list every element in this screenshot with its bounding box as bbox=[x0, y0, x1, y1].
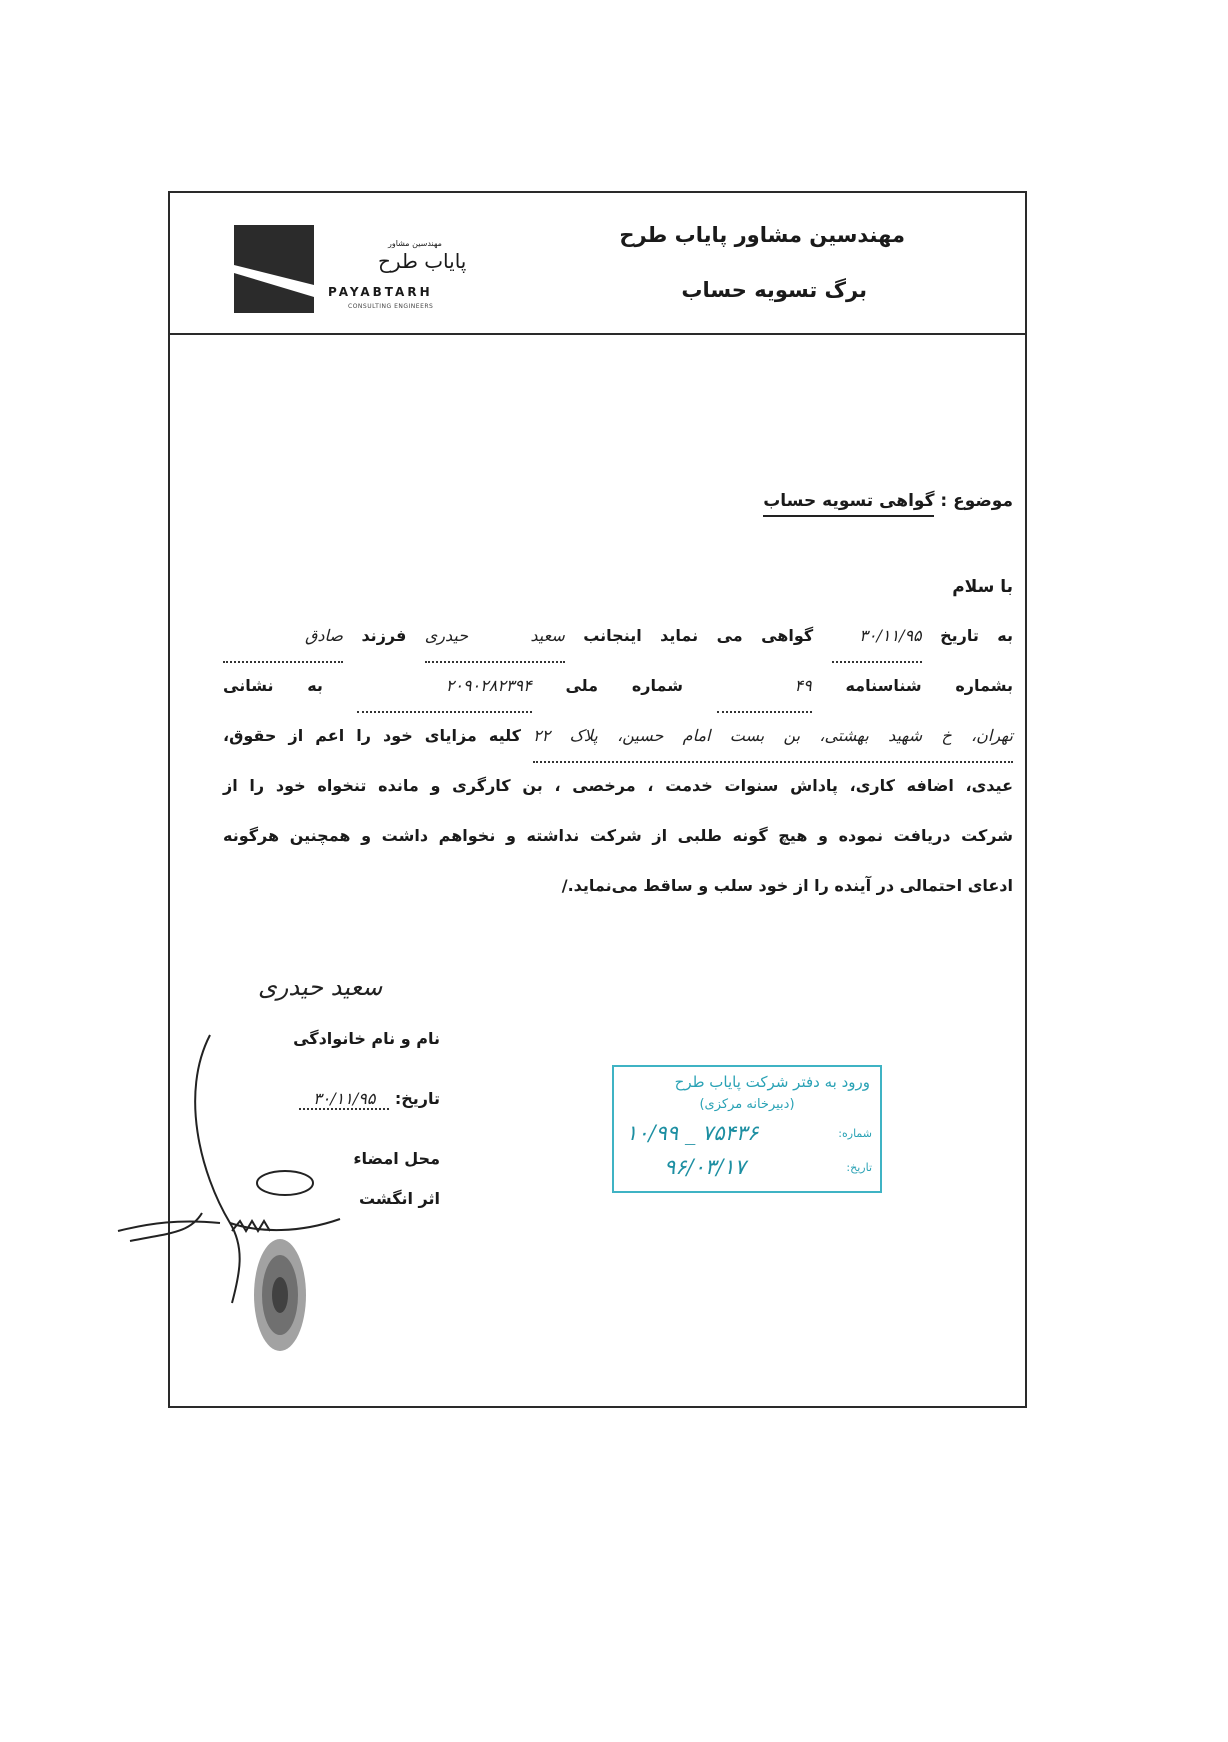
text-certify: گواهی می نماید اینجانب bbox=[583, 626, 814, 645]
text-address: به نشانی bbox=[223, 676, 323, 695]
logo-small-text: مهندسین مشاور bbox=[388, 239, 442, 248]
text-benefits: کلیه مزایای خود را اعم از حقوق، bbox=[223, 726, 521, 745]
logo-name-fa: پایاب طرح bbox=[378, 249, 467, 273]
document-frame bbox=[168, 191, 1027, 1408]
handwritten-signature: سعید حیدری bbox=[258, 973, 383, 1001]
fingerprint-label: اثر انگشت bbox=[358, 1189, 440, 1208]
stamp-number-value: ۱۰/۹۹ _ ۷۵۴۳۶ bbox=[626, 1121, 759, 1145]
company-name: مهندسین مشاور پایاب طرح bbox=[619, 223, 905, 247]
text-child-of: فرزند bbox=[361, 626, 407, 645]
logo-subtitle-en: CONSULTING ENGINEERS bbox=[348, 303, 434, 310]
stamp-number-label: شماره: bbox=[838, 1127, 872, 1140]
form-title: برگ تسویه حساب bbox=[681, 278, 867, 302]
subject-line bbox=[763, 491, 1013, 511]
stamp-date-value: ۹۶/۰۳/۱۷ bbox=[664, 1155, 746, 1179]
stamp-subtitle: (دبیرخانه مرکزی) bbox=[699, 1097, 795, 1112]
filled-date: ۳۰/۱۱/۹۵ bbox=[832, 611, 922, 663]
fingerprint-and-scribble-icon bbox=[110, 1033, 410, 1393]
text-date-intro: به تاریخ bbox=[940, 626, 1013, 645]
filled-father-name: صادق bbox=[223, 611, 343, 663]
registry-stamp bbox=[612, 1065, 882, 1193]
text-id-number: بشماره شناسنامه bbox=[845, 676, 1014, 695]
header-divider bbox=[170, 333, 1025, 335]
subject-text: گواهی تسویه حساب bbox=[763, 491, 934, 517]
filled-name: سعید حیدری bbox=[425, 611, 565, 663]
signature-date: ۳۰/۱۱/۹۵ bbox=[299, 1089, 389, 1110]
stamp-date-label: تاریخ: bbox=[846, 1161, 872, 1174]
company-logo-icon bbox=[234, 225, 314, 313]
body-line-1 bbox=[223, 611, 1013, 663]
sign-place-label: محل امضاء bbox=[353, 1149, 440, 1168]
body-line-2 bbox=[223, 661, 1013, 713]
body-line-6: ادعای احتمالی در آینده را از خود سلب و ساقط می‌نماید./ bbox=[561, 876, 1013, 895]
body-line-4: عیدی، اضافه کاری، پاداش سنوات خدمت ، مرخصی ، بن کارگری و مانده تنخواه خود را از bbox=[223, 776, 1013, 795]
subject-label: موضوع : bbox=[940, 491, 1013, 511]
filled-national-id: ۲۰۹۰۲۸۲۳۹۴ bbox=[357, 661, 532, 713]
date-label: تاریخ: bbox=[394, 1089, 440, 1108]
name-label: نام و نام خانوادگی bbox=[293, 1029, 440, 1048]
body-line-5: شرکت دریافت نموده و هیچ گونه طلبی از شرکت نداشته و نخواهم داشت و همچنین هرگونه bbox=[223, 826, 1013, 845]
body-line-3 bbox=[223, 711, 1013, 763]
logo-name-en: PAYABTARH bbox=[328, 285, 433, 299]
stamp-title: ورود به دفتر شرکت پایاب طرح bbox=[674, 1073, 870, 1091]
greeting: با سلام bbox=[952, 577, 1013, 597]
text-national-id: شماره ملی bbox=[565, 676, 683, 695]
filled-id-number: ۴۹ bbox=[717, 661, 812, 713]
filled-address: تهران، خ شهید بهشتی، بن بست امام حسین، پلاک ۲۲ bbox=[533, 711, 1013, 763]
